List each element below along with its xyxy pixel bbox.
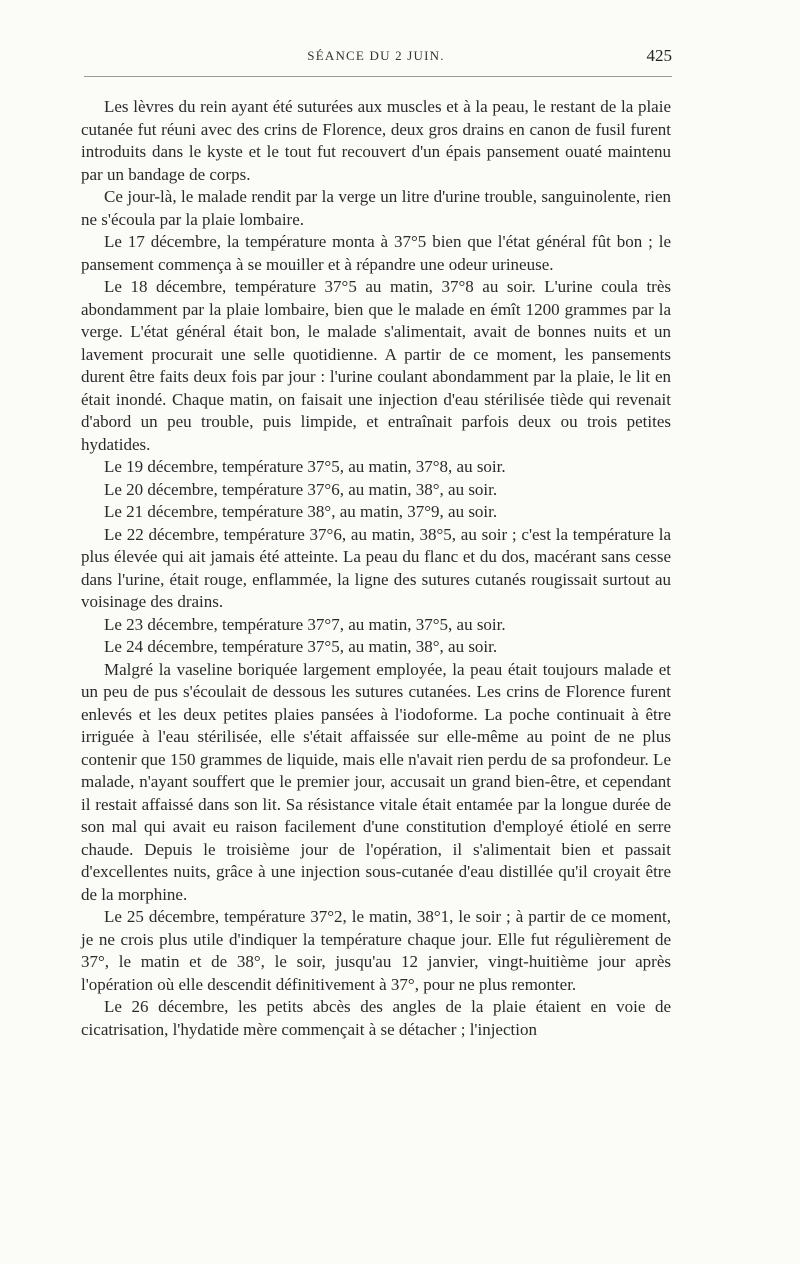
page-number: 425 [646,46,672,65]
paragraph: Le 22 décembre, température 37°6, au matin, 38°5, au soir ; c'est la température la plus élevée qui ait jamais été atteinte. La peau du flanc et du dos, macérant sans cesse dans l'urine, était rouge, enflammée, la ligne des sutures cutanés rougissait surtout au voisinage des drains. [81,524,671,611]
paragraph: Le 23 décembre, température 37°7, au matin, 37°5, au soir. [104,614,506,634]
header-rule [84,76,672,77]
body-text [81,96,671,1041]
paragraph: Le 20 décembre, température 37°6, au matin, 38°, au soir. [104,479,498,499]
paragraph: Le 17 décembre, la température monta à 37°5 bien que l'état général fût bon ; le pansement commença à se mouiller et à répandre une odeur urineuse. [81,232,671,274]
paragraph: Malgré la vaseline boriquée largement employée, la peau était toujours malade et un peu de pus s'écoulait de dessous les sutures cutanées. Les crins de Florence furent enlevés et les deux petites plaies pansées à l'iodoforme. La poche continuait à être irriguée à l'eau stérilisée, elle s'était affaissée sur elle-même au point de ne plus contenir que 150 grammes de liquide, mais elle n'avait rien perdu de sa profondeur. Le malade, n'ayant souffert que le premier jour, accusait un grand bien-être, et cependant il restait affaissé dans son lit. Sa résistance vitale était entamée par la longue durée de son mal qui avait eu raison facilement d'une constitution d'employé étiolé en serre chaude. Depuis le troisième jour de l'opération, il s'alimentait bien et passait d'excellentes nuits, grâce à une injection sous-cutanée d'eau distillée qu'il croyait être de la morphine. [81,659,671,904]
paragraph: Ce jour-là, le malade rendit par la verge un litre d'urine trouble, sanguinolente, rien ne s'écoula par la plaie lombaire. [81,187,671,229]
page-header [80,44,672,68]
paragraph: Le 21 décembre, température 38°, au matin, 37°9, au soir. [104,502,498,521]
paragraph: Le 25 décembre, température 37°2, le matin, 38°1, le soir ; à partir de ce moment, je ne crois plus utile d'indiquer la température chaque jour. Elle fut régulièrement de 37°, le matin et de 38°, le soir, jusqu'au 12 janvier, vingt-huitième jour après l'opération où elle descendit définitivement à 37°, pour ne plus remonter. [81,907,671,994]
paragraph: Le 18 décembre, température 37°5 au matin, 37°8 au soir. L'urine coula très abondamment par la plaie lombaire, bien que le malade en émît 1200 grammes par la verge. L'état général était bon, le malade s'alimentait, avait de bonnes nuits et un lavement procurait une selle quotidienne. A partir de ce moment, les pansements durent être faits deux fois par jour : l'urine coulant abondamment par la plaie, le lit en était inondé. Chaque matin, on faisait une injection d'eau stérilisée tiède qui revenait d'abord un peu trouble, puis limpide, et entraînait parfois deux ou trois petites hydatides. [81,277,671,454]
paragraph: Les lèvres du rein ayant été suturées aux muscles et à la peau, le restant de la plaie cutanée fut réuni avec des crins de Florence, deux gros drains en canon de fusil furent introduits dans le kyste et le tout fut recouvert d'un épais pansement ouaté maintenu par un bandage de corps. [81,97,671,184]
paragraph: Le 24 décembre, température 37°5, au matin, 38°, au soir. [104,637,498,656]
paragraph: Le 19 décembre, température 37°5, au matin, 37°8, au soir. [104,457,506,476]
paragraph: Le 26 décembre, les petits abcès des angles de la plaie étaient en voie de cicatrisation, l'hydatide mère commençait à se détacher ; l'injection [81,997,671,1039]
running-head: SÉANCE DU 2 JUIN. [307,48,445,63]
